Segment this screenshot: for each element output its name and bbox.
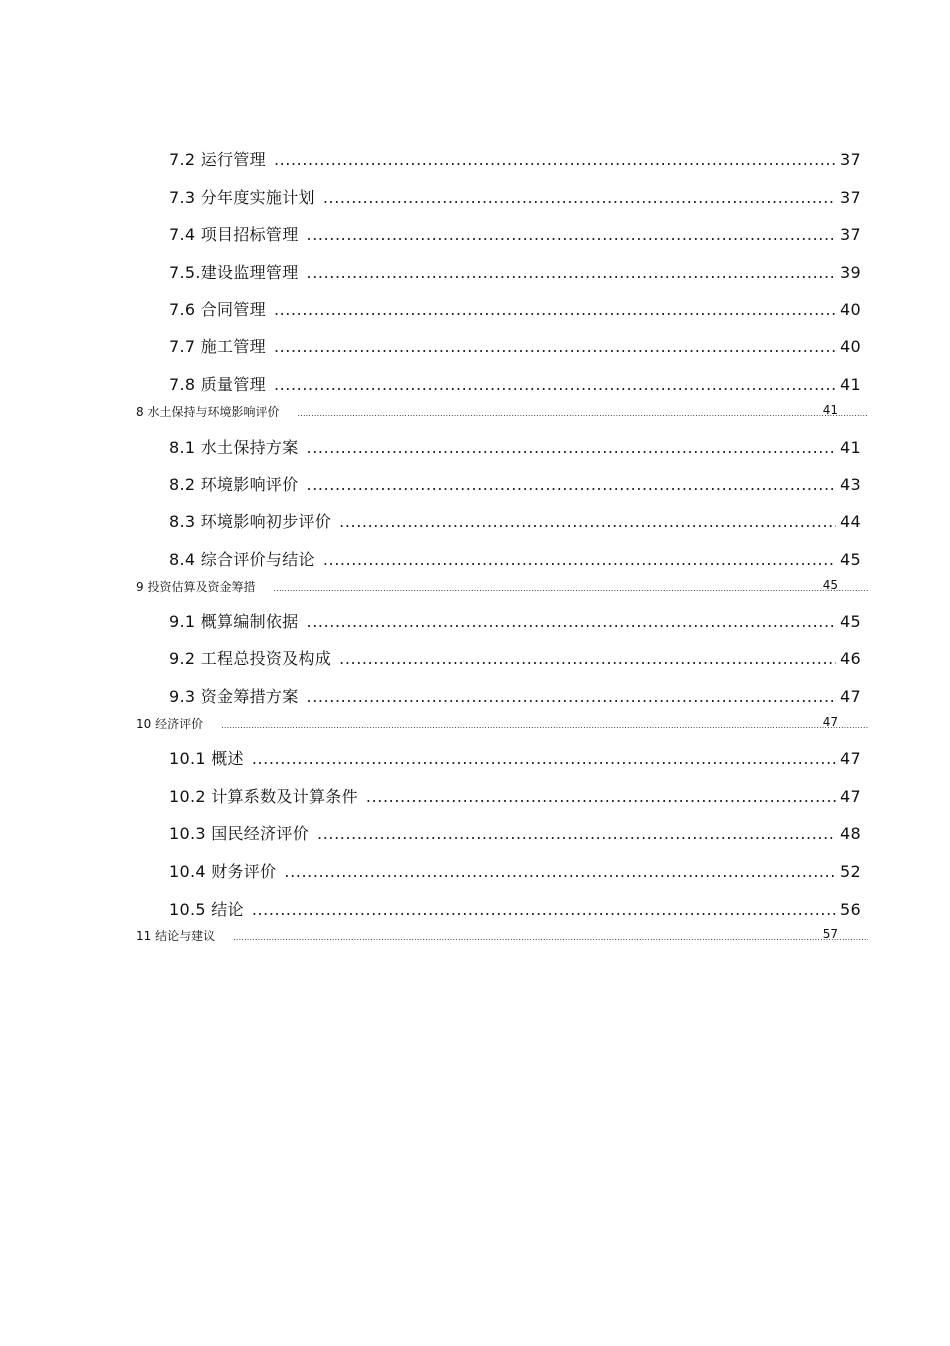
dot-leader [233, 933, 868, 942]
toc-entry[interactable] [169, 684, 861, 707]
toc-entry-page: 41 [840, 375, 861, 394]
toc-entry-title: 7.6 合同管理 [169, 300, 266, 319]
toc-entry-title: 8.2 环境影响评价 [169, 475, 299, 494]
toc-entry-title: 8.4 综合评价与结论 [169, 550, 315, 569]
toc-entry-title: 7.3 分年度实施计划 [169, 188, 315, 207]
toc-entry-title: 9 投资估算及资金筹措 [136, 580, 256, 594]
toc-entry[interactable] [169, 185, 861, 208]
dot-leader [317, 824, 836, 843]
toc-entry-page: 47 [840, 787, 861, 806]
toc-entry-page: 45 [840, 550, 861, 569]
toc-entry-title: 8.3 环境影响初步评价 [169, 512, 332, 531]
toc-entry-page: 37 [840, 225, 861, 244]
toc-entry-page: 45 [840, 612, 861, 631]
toc-entry[interactable] [169, 334, 861, 357]
toc-entry-page: 47 [840, 749, 861, 768]
toc-entry-title: 8.1 水土保持方案 [169, 438, 299, 457]
dot-leader [339, 512, 836, 531]
dot-leader [307, 225, 836, 244]
toc-entry[interactable] [169, 859, 861, 882]
toc-entry-title: 7.2 运行管理 [169, 150, 266, 169]
dot-leader [273, 584, 868, 593]
toc-entry-page: 37 [840, 188, 861, 207]
toc-entry-title: 9.2 工程总投资及构成 [169, 649, 332, 668]
dot-leader [274, 150, 836, 169]
dot-leader [307, 687, 836, 706]
dot-leader [274, 337, 836, 356]
dot-leader [221, 721, 868, 730]
toc-entry-page: 41 [840, 438, 861, 457]
dot-leader [307, 475, 836, 494]
toc-entry-page: 45 [822, 578, 838, 592]
toc-entry[interactable] [169, 746, 861, 769]
toc-entry[interactable] [169, 260, 861, 283]
dot-leader [252, 749, 836, 768]
toc-entry-title: 7.5.建设监理管理 [169, 263, 299, 282]
dot-leader [307, 612, 836, 631]
toc-entry[interactable] [169, 897, 861, 920]
dot-leader [274, 300, 836, 319]
dot-leader [323, 550, 836, 569]
toc-entry-page: 57 [822, 927, 838, 941]
toc-entry-title: 10 经济评价 [136, 717, 204, 731]
toc-entry-page: 47 [822, 715, 838, 729]
toc-entry-title: 9.1 概算编制依据 [169, 612, 299, 631]
dot-leader [252, 900, 836, 919]
dot-leader [366, 787, 836, 806]
toc-chapter-entry[interactable] [136, 715, 868, 732]
toc-entry-title: 7.4 项目招标管理 [169, 225, 299, 244]
toc-entry[interactable] [169, 472, 861, 495]
toc-entry[interactable] [169, 435, 861, 458]
toc-entry-title: 10.1 概述 [169, 749, 244, 768]
toc-entry-page: 41 [822, 403, 838, 417]
toc-entry-page: 40 [840, 337, 861, 356]
toc-entry-title: 10.2 计算系数及计算条件 [169, 787, 358, 806]
toc-entry-title: 7.8 质量管理 [169, 375, 266, 394]
toc-entry-page: 40 [840, 300, 861, 319]
dot-leader [297, 409, 868, 418]
toc-entry-page: 46 [840, 649, 861, 668]
toc-entry[interactable] [169, 547, 861, 570]
toc-entry-title: 9.3 资金筹措方案 [169, 687, 299, 706]
dot-leader [284, 862, 836, 881]
dot-leader [339, 649, 836, 668]
toc-entry[interactable] [169, 609, 861, 632]
toc-entry-title: 10.5 结论 [169, 900, 244, 919]
dot-leader [274, 375, 836, 394]
toc-entry-title: 11 结论与建议 [136, 929, 216, 943]
dot-leader [323, 188, 836, 207]
toc-entry-page: 47 [840, 687, 861, 706]
toc-entry-title: 8 水土保持与环境影响评价 [136, 405, 280, 419]
toc-entry-page: 37 [840, 150, 861, 169]
toc-entry-title: 7.7 施工管理 [169, 337, 266, 356]
toc-entry[interactable] [169, 222, 861, 245]
toc-entry[interactable] [169, 509, 861, 532]
toc-chapter-entry[interactable] [136, 403, 868, 420]
toc-entry[interactable] [169, 372, 861, 395]
toc-entry[interactable] [169, 821, 861, 844]
toc-entry-page: 43 [840, 475, 861, 494]
toc-entry-page: 52 [840, 862, 861, 881]
toc-entry[interactable] [169, 147, 861, 170]
toc-entry-title: 10.4 财务评价 [169, 862, 277, 881]
toc-entry-title: 10.3 国民经济评价 [169, 824, 310, 843]
dot-leader [307, 263, 836, 282]
toc-entry-page: 56 [840, 900, 861, 919]
dot-leader [307, 438, 836, 457]
toc-chapter-entry[interactable] [136, 578, 868, 595]
toc-entry-page: 39 [840, 263, 861, 282]
toc-chapter-entry[interactable] [136, 927, 868, 944]
toc-entry-page: 48 [840, 824, 861, 843]
toc-entry-page: 44 [840, 512, 861, 531]
toc-entry[interactable] [169, 646, 861, 669]
toc-entry[interactable] [169, 784, 861, 807]
toc-entry[interactable] [169, 297, 861, 320]
